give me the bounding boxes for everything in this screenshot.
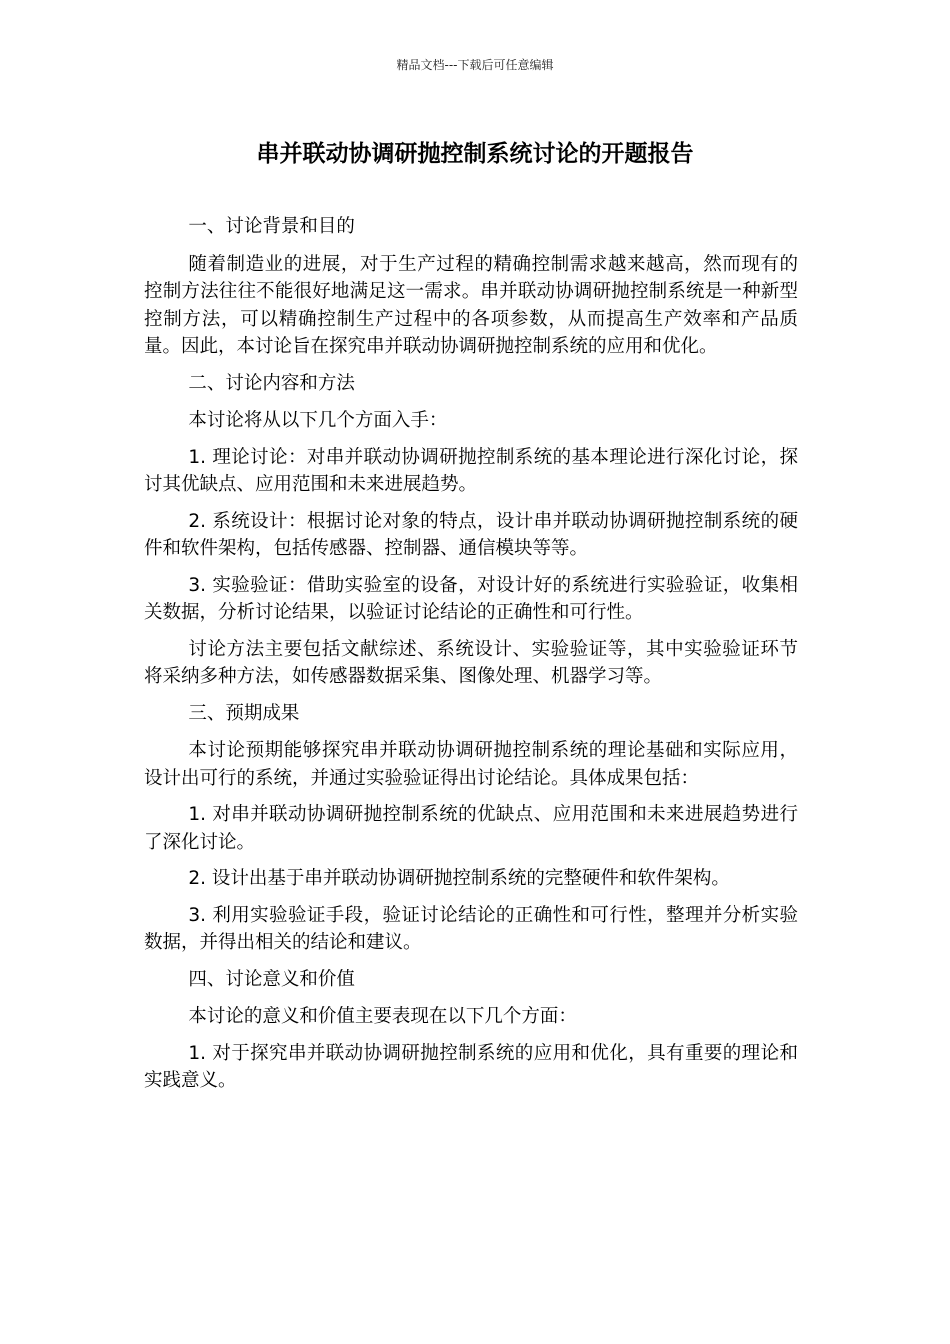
list-item-result-2: 2. 设计出基于串并联动协调研抛控制系统的完整硬件和软件架构。 xyxy=(188,868,730,889)
header-note: 精品文档---下载后可任意编辑 xyxy=(396,58,554,72)
paragraph-intro: 本讨论将从以下几个方面入手： xyxy=(188,410,448,431)
list-item-significance-1: 1. 对于探究串并联动协调研抛控制系统的应用和优化，具有重要的理论和实践意义。 xyxy=(144,1042,798,1091)
paragraph-expected: 本讨论预期能够探究串并联动协调研抛控制系统的理论基础和实际应用，设计出可行的系统，并通过实验验证得出讨论结论。具体成果包括： xyxy=(144,740,798,789)
paragraph-background: 随着制造业的进展，对于生产过程的精确控制需求越来越高，然而现有的控制方法往往不能很好地满足这一需求。串并联动协调研抛控制系统是一种新型控制方法，可以精确控制生产过程中的各项参数，从而提高生产效率和产品质量。因此，本讨论旨在探究串并联动协调研抛控制系统的应用和优化。 xyxy=(144,253,798,357)
paragraph-methods: 讨论方法主要包括文献综述、系统设计、实验验证等，其中实验验证环节将采纳多种方法，如传感器数据采集、图像处理、机器学习等。 xyxy=(144,638,798,687)
list-item-experiment: 3. 实验验证：借助实验室的设备，对设计好的系统进行实验验证，收集相关数据，分析讨论结果，以验证讨论结论的正确性和可行性。 xyxy=(144,574,798,623)
document-title: 串并联动协调研抛控制系统讨论的开题报告 xyxy=(256,141,694,167)
list-item-result-3: 3. 利用实验验证手段，验证讨论结论的正确性和可行性，整理并分析实验数据，并得出相关的结论和建议。 xyxy=(144,904,798,953)
list-item-result-1: 1. 对串并联动协调研抛控制系统的优缺点、应用范围和未来进展趋势进行了深化讨论。 xyxy=(144,804,798,853)
section-heading-expected-results: 三、预期成果 xyxy=(188,702,300,724)
list-item-theory: 1. 理论讨论：对串并联动协调研抛控制系统的基本理论进行深化讨论，探讨其优缺点、应用范围和未来进展趋势。 xyxy=(144,446,798,495)
list-item-design: 2. 系统设计：根据讨论对象的特点，设计串并联动协调研抛控制系统的硬件和软件架构，包括传感器、控制器、通信模块等等。 xyxy=(144,510,798,559)
section-heading-content-method: 二、讨论内容和方法 xyxy=(188,372,355,394)
document-body xyxy=(144,213,798,1104)
paragraph-significance: 本讨论的意义和价值主要表现在以下几个方面： xyxy=(188,1006,577,1027)
section-heading-significance: 四、讨论意义和价值 xyxy=(188,968,355,990)
section-heading-background: 一、讨论背景和目的 xyxy=(188,216,355,237)
